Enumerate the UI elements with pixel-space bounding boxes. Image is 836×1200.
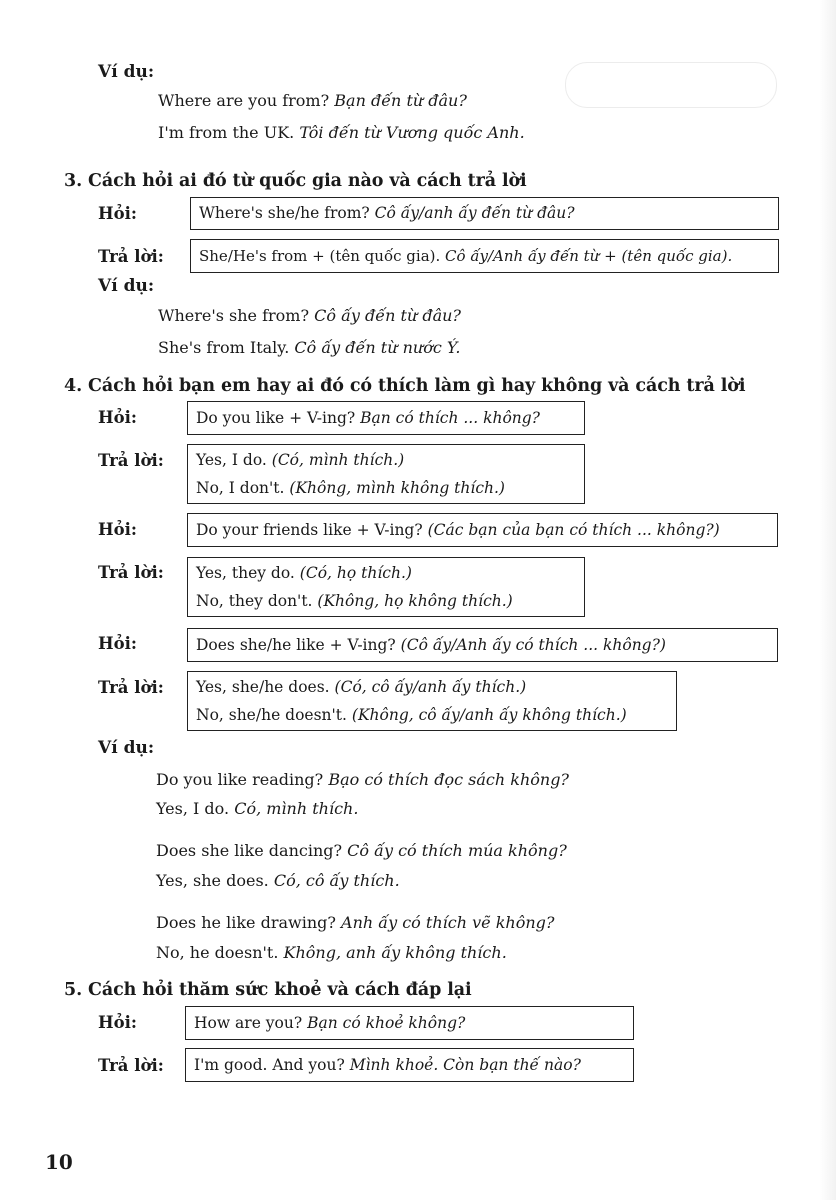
example-en: Where's she from?: [158, 306, 310, 325]
answer-box: [187, 444, 585, 504]
example-en: Do you like reading?: [156, 770, 324, 789]
answer-vi: (Có, họ thích.): [299, 564, 412, 582]
answer-en: Yes, they do.: [196, 564, 295, 582]
example-en: Does he like drawing?: [156, 913, 336, 932]
ask-vi: (Cô ấy/Anh ấy có thích ... không?): [400, 636, 666, 654]
example-vi: Có, mình thích.: [234, 799, 359, 818]
ask-vi: Bạn có khoẻ không?: [307, 1014, 466, 1032]
example-line: [156, 943, 507, 962]
bleed-through-badge: [565, 62, 777, 108]
answer-en: She/He's from + (tên quốc gia).: [199, 247, 441, 265]
example-label: Ví dụ:: [98, 62, 155, 82]
example-line: [156, 799, 358, 818]
ask-box: [190, 197, 779, 230]
example-vi: Tôi đến từ Vương quốc Anh.: [299, 123, 525, 142]
example-en: She's from Italy.: [158, 338, 290, 357]
ask-label: Hỏi:: [98, 1013, 137, 1032]
example-vi: Cô ấy đến từ nước Ý.: [294, 338, 461, 357]
example-vi: Không, anh ấy không thích.: [283, 943, 507, 962]
answer-vi: Cô ấy/Anh ấy đến từ + (tên quốc gia).: [445, 247, 733, 265]
section-heading: 3. Cách hỏi ai đó từ quốc gia nào và cách trả lời: [64, 171, 527, 191]
ask-box: [185, 1006, 634, 1040]
example-label: Ví dụ:: [98, 276, 155, 296]
answer-label: Trả lời:: [98, 247, 164, 266]
example-en: No, he doesn't.: [156, 943, 279, 962]
example-en: Yes, I do.: [156, 799, 230, 818]
example-line: [158, 338, 460, 357]
ask-en: Do your friends like + V-ing?: [196, 521, 423, 539]
answer-label: Trả lời:: [98, 678, 164, 697]
ask-en: Does she/he like + V-ing?: [196, 636, 396, 654]
ask-box: [187, 401, 585, 435]
example-line: [158, 123, 525, 142]
ask-box: [187, 513, 778, 547]
ask-en: Where's she/he from?: [199, 204, 370, 222]
answer-box: [190, 239, 779, 273]
example-line: [158, 306, 461, 325]
answer-label: Trả lời:: [98, 563, 164, 582]
ask-vi: Bạn có thích ... không?: [360, 409, 540, 427]
example-vi: Cô ấy có thích múa không?: [347, 841, 567, 860]
answer-en: No, she/he doesn't.: [196, 706, 347, 724]
answer-vi: (Không, họ không thích.): [317, 592, 513, 610]
example-line: [156, 871, 400, 890]
answer-en: No, I don't.: [196, 479, 285, 497]
answer-box: [187, 557, 585, 617]
ask-en: How are you?: [194, 1014, 303, 1032]
ask-vi: Cô ấy/anh ấy đến từ đâu?: [374, 204, 575, 222]
ask-vi: (Các bạn của bạn có thích ... không?): [427, 521, 720, 539]
answer-vi: (Không, cô ấy/anh ấy không thích.): [351, 706, 627, 724]
example-vi: Cô ấy đến từ đâu?: [314, 306, 462, 325]
section-heading: 5. Cách hỏi thăm sức khoẻ và cách đáp lại: [64, 980, 472, 1000]
answer-en: Yes, she/he does.: [196, 678, 330, 696]
answer-vi: (Có, cô ấy/anh ấy thích.): [334, 678, 527, 696]
section-heading: 4. Cách hỏi bạn em hay ai đó có thích làm gì hay không và cách trả lời: [64, 376, 746, 396]
answer-box: [185, 1048, 634, 1082]
ask-label: Hỏi:: [98, 204, 137, 223]
example-label: Ví dụ:: [98, 738, 155, 758]
ask-label: Hỏi:: [98, 634, 137, 653]
example-en: Yes, she does.: [156, 871, 269, 890]
answer-label: Trả lời:: [98, 451, 164, 470]
answer-box: [187, 671, 677, 731]
answer-vi: (Không, mình không thích.): [289, 479, 505, 497]
example-vi: Có, cô ấy thích.: [273, 871, 400, 890]
answer-label: Trả lời:: [98, 1056, 164, 1075]
example-line: [156, 770, 569, 789]
answer-en: Yes, I do.: [196, 451, 267, 469]
example-en: Where are you from?: [158, 91, 330, 110]
answer-en: I'm good. And you?: [194, 1056, 345, 1074]
example-en: I'm from the UK.: [158, 123, 295, 142]
example-vi: Anh ấy có thích vẽ không?: [341, 913, 555, 932]
page-number: 10: [45, 1150, 73, 1174]
ask-box: [187, 628, 778, 662]
ask-en: Do you like + V-ing?: [196, 409, 356, 427]
answer-en: No, they don't.: [196, 592, 313, 610]
ask-label: Hỏi:: [98, 408, 137, 427]
ask-label: Hỏi:: [98, 520, 137, 539]
example-vi: Bạn đến từ đâu?: [334, 91, 467, 110]
answer-vi: Mình khoẻ. Còn bạn thế nào?: [349, 1056, 581, 1074]
example-en: Does she like dancing?: [156, 841, 343, 860]
example-vi: Bạo có thích đọc sách không?: [328, 770, 570, 789]
answer-vi: (Có, mình thích.): [271, 451, 405, 469]
example-line: [156, 841, 567, 860]
example-line: [156, 913, 554, 932]
example-line: [158, 91, 467, 110]
